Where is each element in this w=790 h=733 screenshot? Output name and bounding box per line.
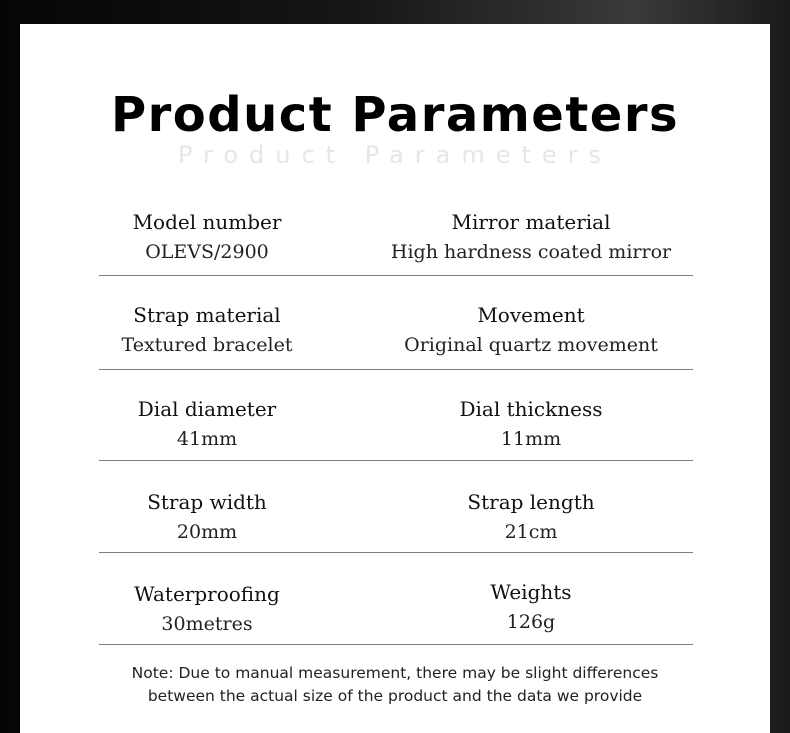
note-line: Note: Due to manual measurement, there may be slight differences bbox=[131, 664, 659, 682]
parameter-label: Movement bbox=[477, 303, 585, 327]
parameter-cell-strap-length bbox=[373, 488, 689, 546]
parameter-row bbox=[99, 580, 693, 645]
parameter-cell-model-number bbox=[99, 208, 315, 266]
parameter-value: 30metres bbox=[161, 613, 253, 635]
parameter-row bbox=[99, 301, 693, 370]
parameter-cell-strap-material bbox=[99, 301, 315, 359]
parameter-row bbox=[99, 488, 693, 553]
parameter-label: Dial thickness bbox=[459, 397, 603, 421]
parameter-label: Waterproofing bbox=[134, 582, 280, 606]
parameter-value: 41mm bbox=[176, 428, 238, 450]
parameter-value: 11mm bbox=[500, 428, 562, 450]
page-subtitle-watermark: Product Parameters bbox=[177, 141, 613, 169]
page-title: Product Parameters bbox=[110, 87, 680, 143]
parameter-value: OLEVS/2900 bbox=[145, 241, 269, 263]
parameter-label: Mirror material bbox=[451, 210, 611, 234]
parameter-label: Strap length bbox=[467, 490, 595, 514]
parameter-label: Strap width bbox=[147, 490, 267, 514]
parameter-cell-movement bbox=[373, 301, 689, 359]
parameter-value: Textured bracelet bbox=[121, 334, 293, 356]
note-line: between the actual size of the product and the data we provide bbox=[147, 687, 643, 705]
parameter-value: Original quartz movement bbox=[404, 334, 658, 356]
parameter-row bbox=[99, 395, 693, 461]
parameter-value: 21cm bbox=[504, 521, 558, 543]
measurement-note bbox=[0, 662, 790, 708]
parameter-cell-waterproofing bbox=[99, 580, 315, 638]
parameter-value: 126g bbox=[506, 611, 556, 633]
parameter-label: Model number bbox=[132, 210, 282, 234]
parameter-label: Weights bbox=[490, 580, 572, 604]
parameter-row bbox=[99, 208, 693, 276]
parameter-label: Strap material bbox=[133, 303, 281, 327]
parameter-cell-dial-thickness bbox=[373, 395, 689, 453]
parameter-cell-mirror-material bbox=[373, 208, 689, 266]
parameter-cell-dial-diameter bbox=[99, 395, 315, 453]
parameter-value: 20mm bbox=[176, 521, 238, 543]
parameter-cell-strap-width bbox=[99, 488, 315, 546]
parameter-label: Dial diameter bbox=[137, 397, 277, 421]
parameter-cell-weights bbox=[373, 578, 689, 636]
parameter-value: High hardness coated mirror bbox=[390, 241, 672, 263]
